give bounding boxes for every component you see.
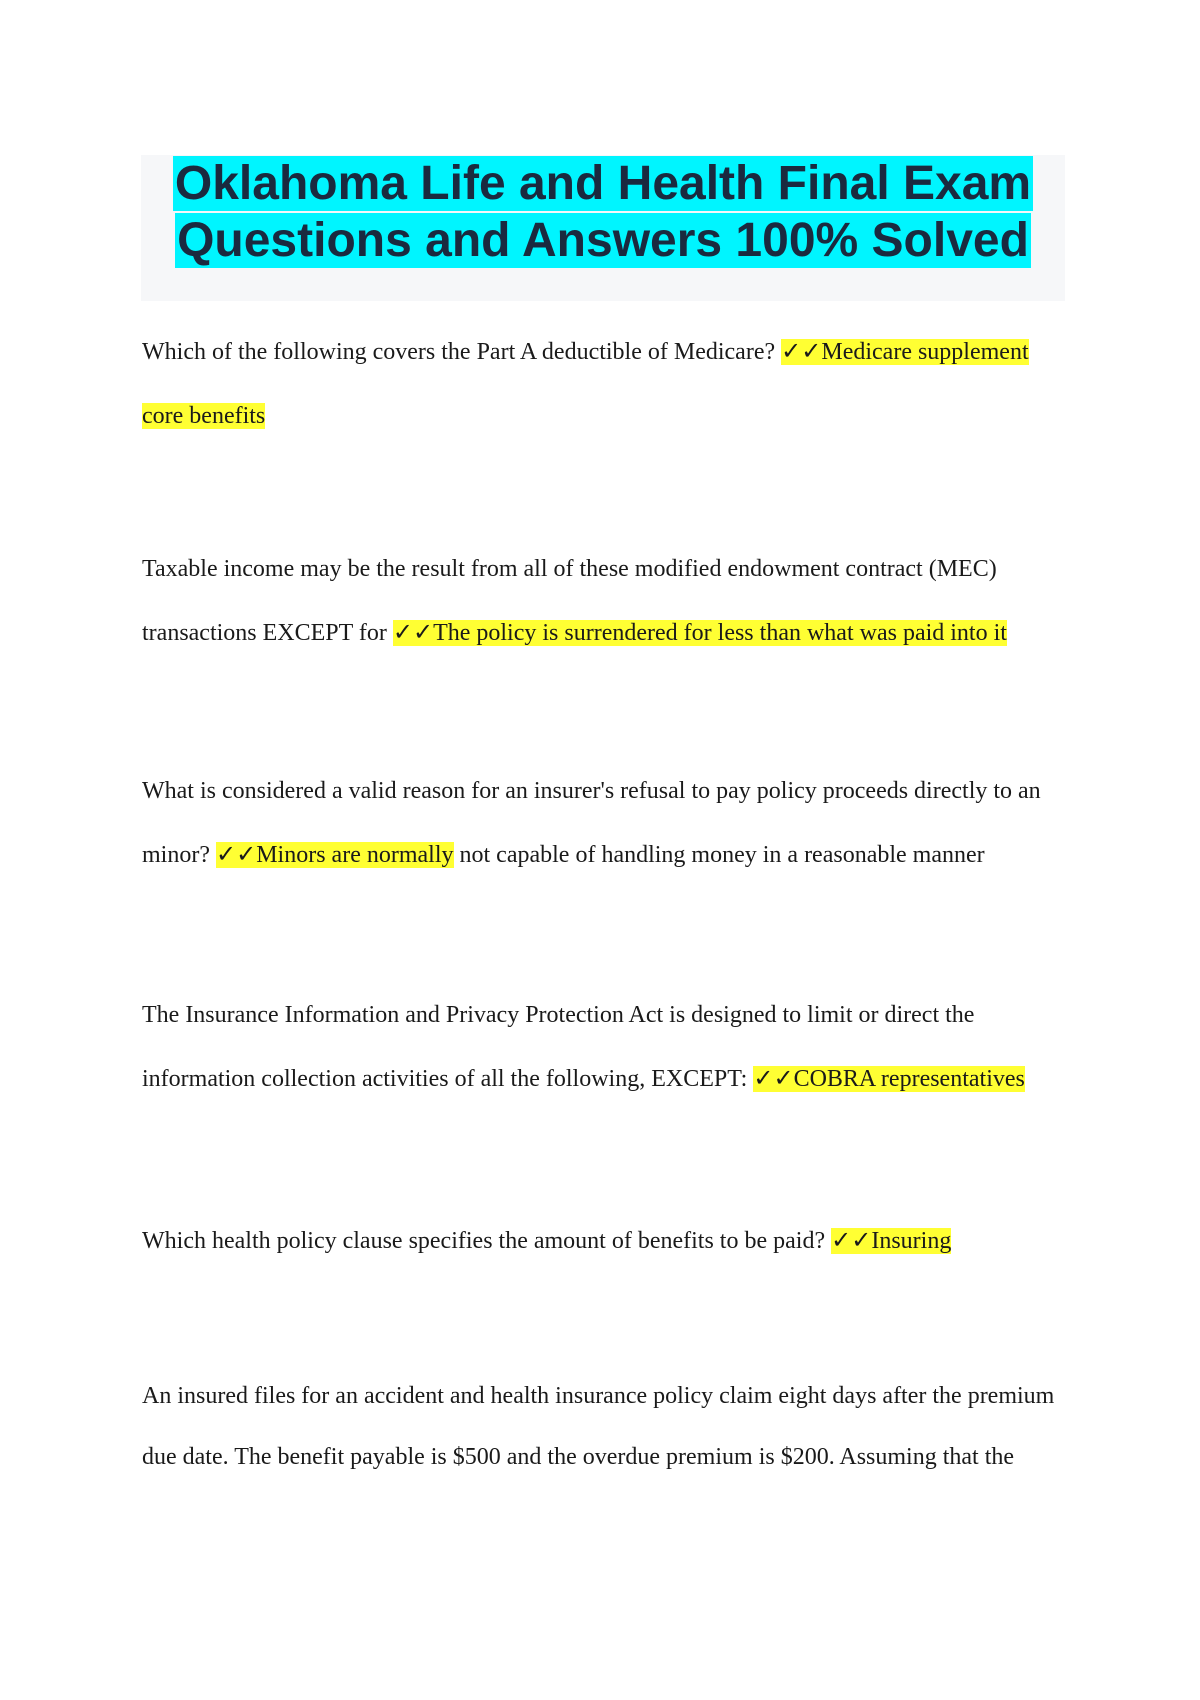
qa-item-6 [142,1366,1072,1488]
qa-item-4 [142,983,1072,1111]
document-title [141,155,1065,269]
answer-highlight: ✓✓Insuring [831,1228,952,1254]
qa-item-2 [142,537,1072,665]
answer-highlight: ✓✓Minors are normally [215,842,454,868]
answer-highlight: ✓✓COBRA representatives [753,1066,1025,1092]
answer-highlight: ✓✓The policy is surrendered for less than what was paid into it [392,620,1007,646]
question-text: Which health policy clause specifies the amount of benefits to be paid? [142,1228,832,1254]
question-text: An insured files for an accident and health insurance policy claim eight days after the premium due date. The benefit payable is $500 and the overdue premium is $200. Assuming that the [142,1383,1055,1470]
question-trailing-text: not capable of handling money in a reasonable manner [453,842,985,868]
qa-item-1 [142,320,1072,448]
qa-item-5 [142,1209,1072,1273]
question-text: The Insurance Information and Privacy Protection Act is designed to limit or direct the information collection activities of all the following, EXCEPT: [142,1002,975,1092]
title-line-1: Oklahoma Life and Health Final Exam [174,157,1032,210]
qa-item-3 [142,759,1072,887]
question-text: What is considered a valid reason for an insurer's refusal to pay policy proceeds directly to an minor? [142,778,1041,868]
title-line-2: Questions and Answers 100% Solved [177,214,1029,267]
question-text: Taxable income may be the result from all of these modified endowment contract (MEC) transactions EXCEPT for [142,556,997,646]
title-block [141,155,1065,301]
answer-highlight: ✓✓Medicare supplement core benefits [142,339,1029,429]
question-text: Which of the following covers the Part A deductible of Medicare? [142,339,782,365]
